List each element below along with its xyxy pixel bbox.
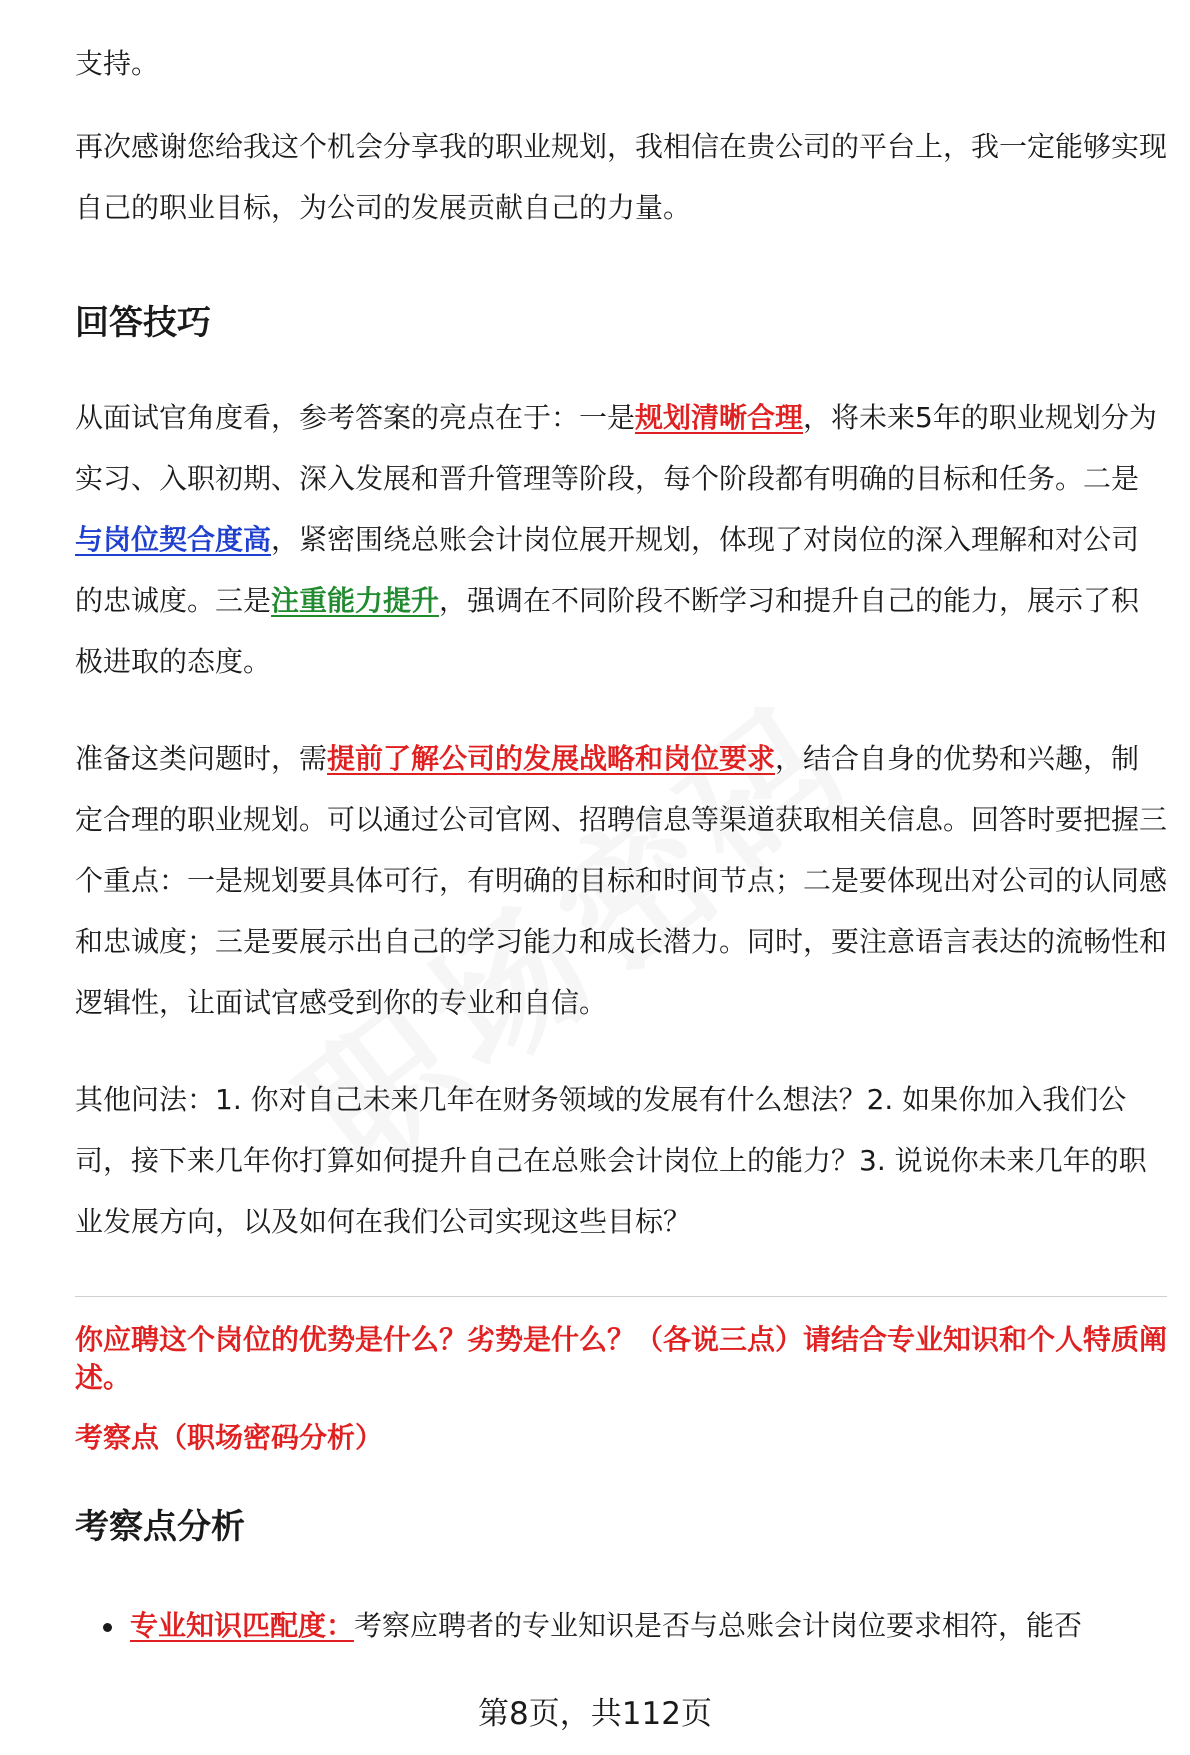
section-heading: 回答技巧 — [75, 303, 211, 343]
tips-heading-block — [75, 298, 1167, 348]
list-item — [75, 1603, 1167, 1649]
text-run: 从面试官角度看，参考答案的亮点在于：一是 — [75, 401, 636, 434]
paragraph: 支持。 — [75, 47, 160, 80]
paragraph — [75, 387, 1167, 692]
tips-paragraph-2-block — [75, 728, 1167, 1033]
highlight-red: 提前了解公司的发展战略和岗位要求 — [327, 742, 776, 775]
bullet-list — [75, 1603, 1167, 1649]
highlight-red: 专业知识匹配度： — [130, 1609, 355, 1642]
highlight-green: 注重能力提升 — [271, 584, 440, 617]
analysis-list-block — [75, 1603, 1167, 1649]
section-heading: 考察点分析 — [75, 1507, 245, 1547]
paragraph: 再次感谢您给我这个机会分享我的职业规划，我相信在贵公司的平台上，我一定能够实现自己的职业目标，为公司的发展贡献自己的力量。 — [75, 130, 1168, 224]
closing-paragraph-block — [75, 116, 1167, 238]
tips-paragraph-1-block — [75, 387, 1167, 692]
text-run: ，将未来5年的职业规划分为实习、入职初期、深入发展和晋升管理等阶段，每个阶段都有明确的目标和任务。二是 — [75, 401, 1157, 495]
bullet-icon — [103, 1623, 112, 1632]
highlight-blue: 与岗位契合度高 — [75, 523, 272, 556]
text-run: 考察应聘者的专业知识是否与总账会计岗位要求相符，能否 — [354, 1609, 1083, 1642]
question-title: 你应聘这个岗位的优势是什么？劣势是什么？（各说三点）请结合专业知识和个人特质阐述。 — [75, 1323, 1168, 1394]
text-run: 准备这类问题时，需 — [75, 742, 328, 775]
paragraph — [75, 728, 1167, 1033]
page-number: 第8页，共112页 — [478, 1696, 712, 1732]
paragraph: 其他问法：1. 你对自己未来几年在财务领域的发展有什么想法？2. 如果你加入我们公司，接下来几年你打算如何提升自己在总账会计岗位上的能力？3. 说说你未来几年的职业发展方向，以及如何在我们公司实现这些目标？ — [75, 1083, 1147, 1238]
text-run: ，强调在不同阶段不断学习和提升自己的能力，展示了积极进取的态度。 — [75, 584, 1140, 678]
kaocha-block — [75, 1418, 1167, 1458]
analysis-heading-block — [75, 1502, 1167, 1552]
divider — [75, 1296, 1167, 1297]
text-run: ，紧密围绕总账会计岗位展开规划，体现了对岗位的深入理解和对公司的忠诚度。三是 — [75, 523, 1140, 617]
tips-paragraph-3-block — [75, 1069, 1167, 1252]
intro-section — [75, 33, 1167, 94]
kaocha-label: 考察点（职场密码分析） — [75, 1421, 384, 1454]
next-question-block — [75, 1321, 1167, 1397]
highlight-red: 规划清晰合理 — [635, 401, 804, 434]
text-run: ，结合自身的优势和兴趣，制定合理的职业规划。可以通过公司官网、招聘信息等渠道获取相关信息。回答时要把握三个重点：一是规划要具体可行，有明确的目标和时间节点；二是要体现出对公司的认同感和忠诚度；三是要展示出自己的学习能力和成长潜力。同时，要注意语言表达的流畅性和逻辑性，让面试官感受到你的专业和自信。 — [75, 742, 1168, 1019]
